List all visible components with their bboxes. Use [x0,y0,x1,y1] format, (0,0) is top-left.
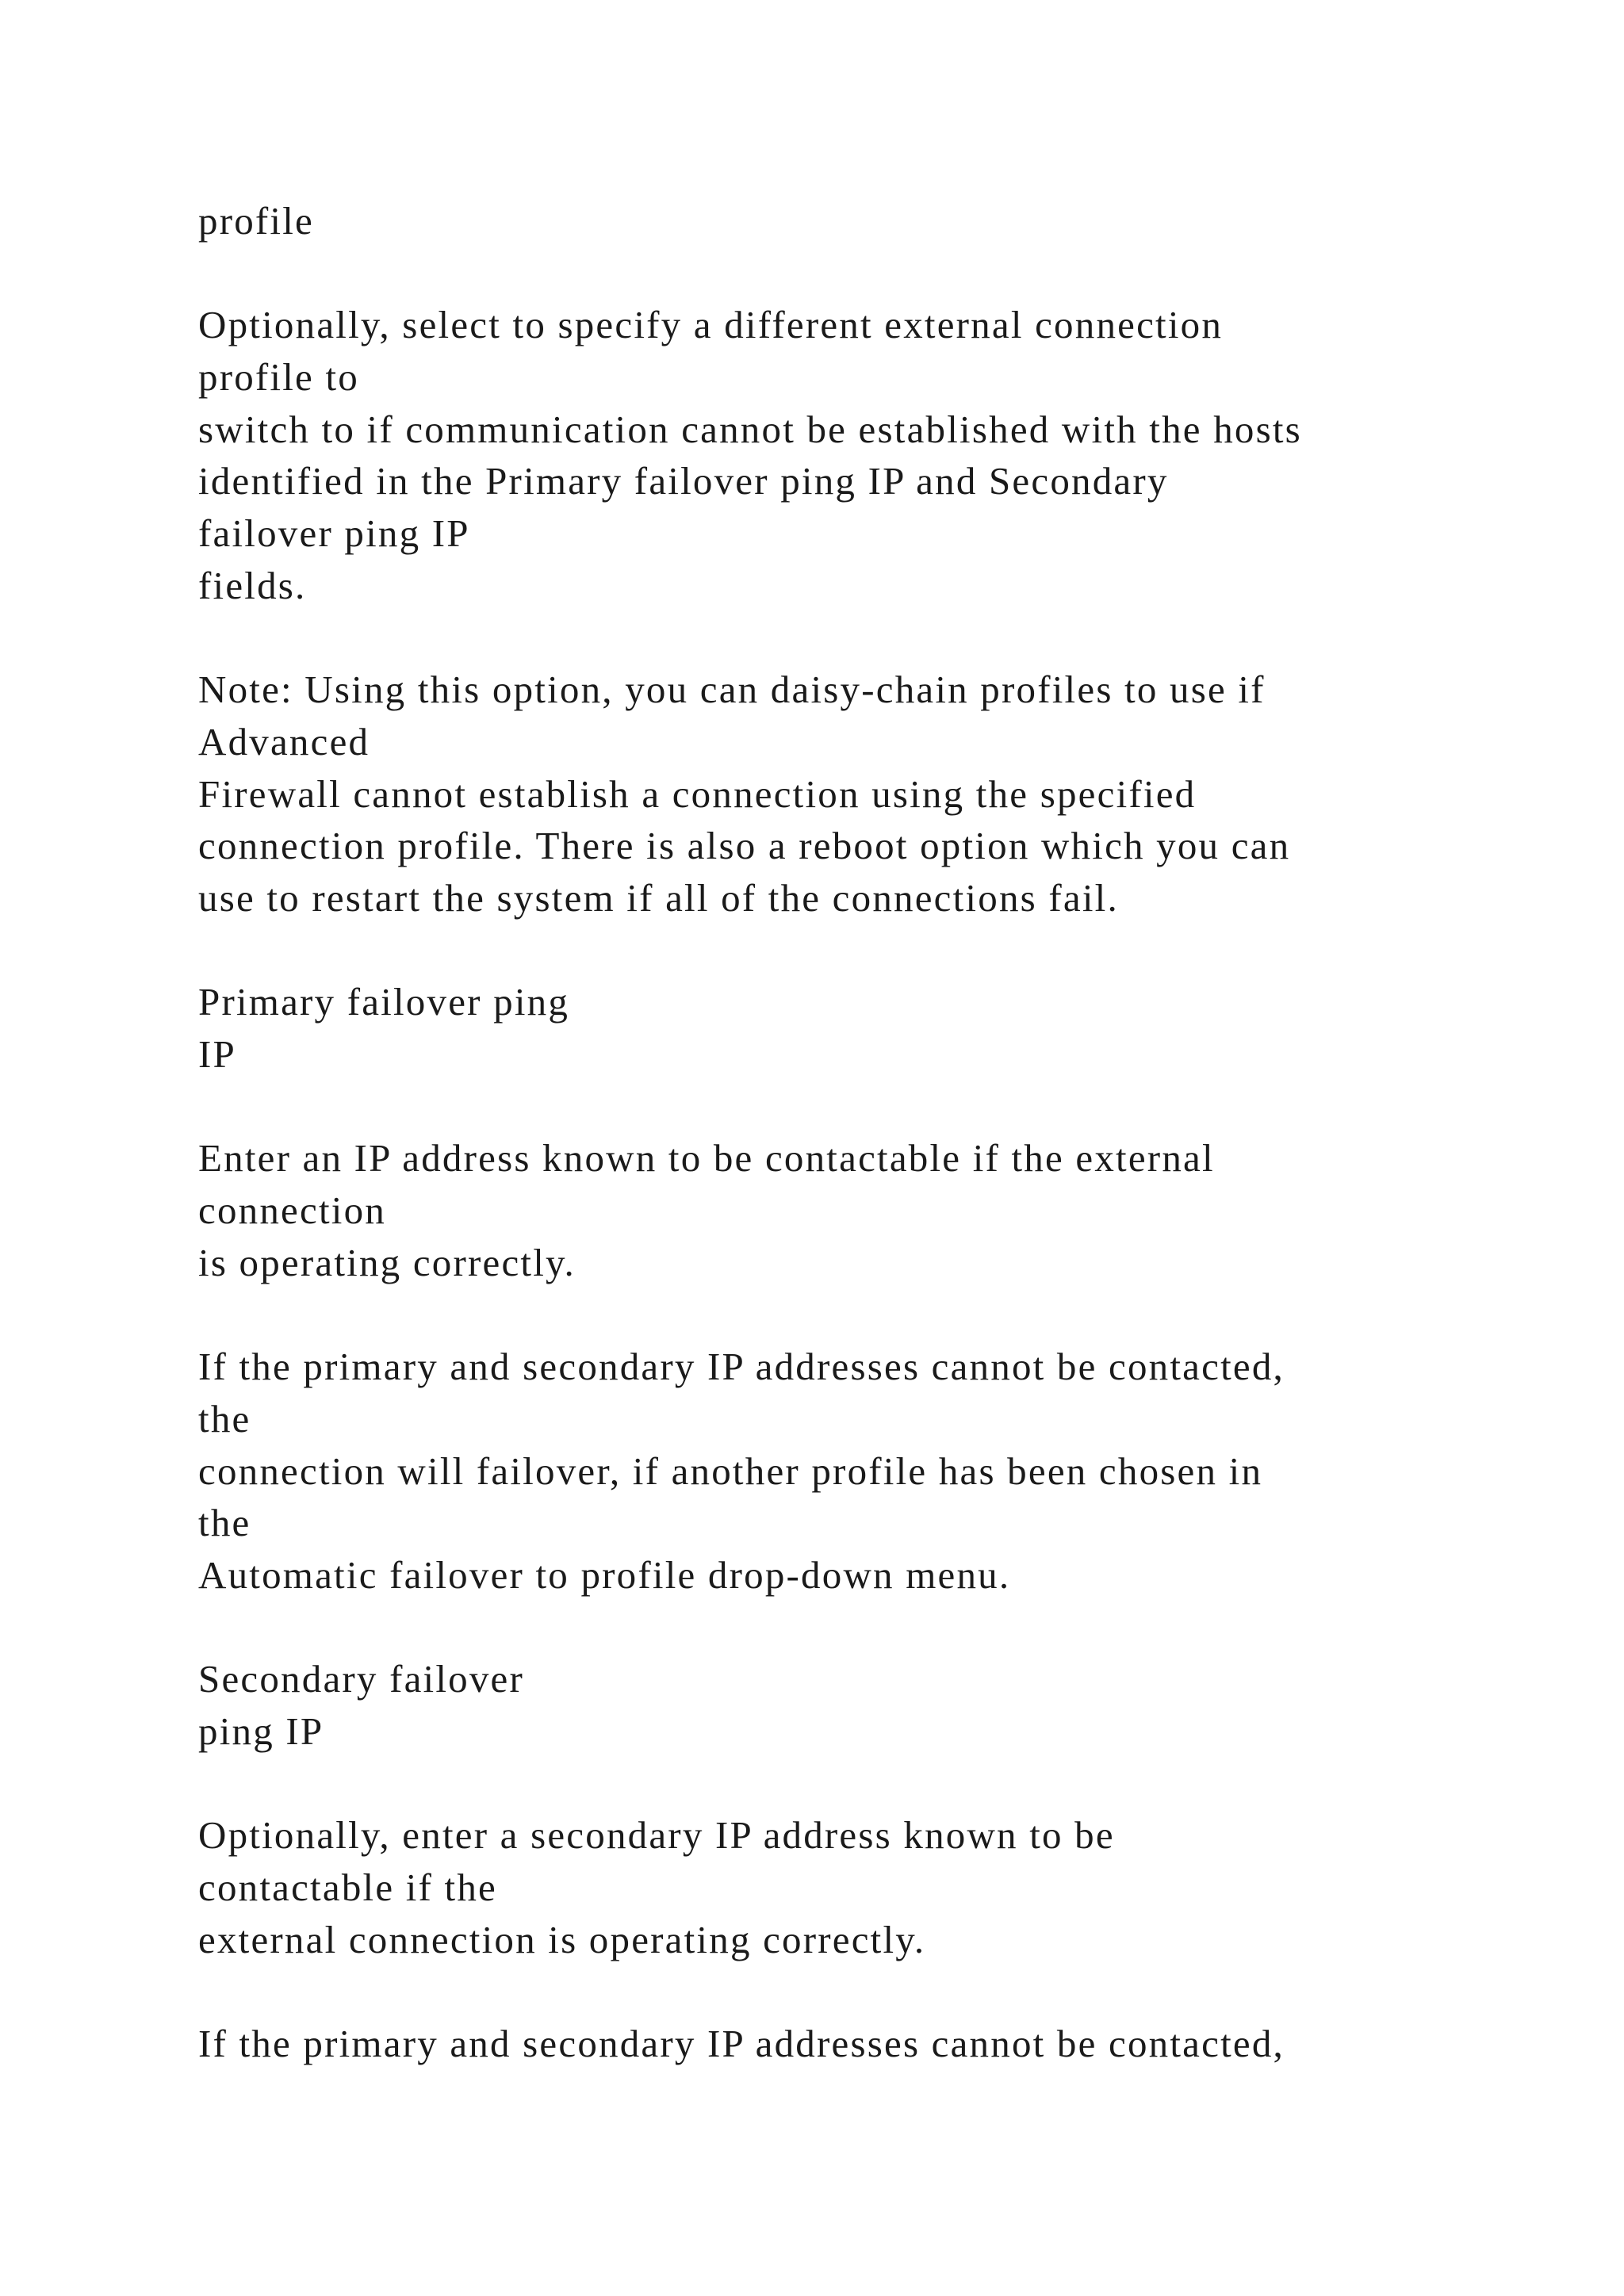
text-line: Optionally, select to specify a different external connection [198,303,1224,347]
text-line: Automatic failover to profile drop-down menu. [198,1552,1011,1597]
text-line: IP [198,1032,236,1076]
blank-line [198,247,1507,300]
text-line: If the primary and secondary IP addresses cannot be contacted, [198,1345,1285,1389]
blank-line [198,612,1507,664]
blank-line [198,1965,1507,2018]
text-line: failover ping IP [198,511,470,556]
text-line: profile [198,199,315,243]
document-text [198,195,1507,2070]
blank-line [198,1758,1507,1810]
blank-line [198,1601,1507,1654]
text-line: ping IP [198,1709,324,1753]
text-line: connection profile. There is also a reboot option which you can [198,824,1291,868]
text-line: Advanced [198,719,370,763]
text-line: Optionally, enter a secondary IP address known to be [198,1813,1115,1858]
text-line: profile to [198,355,359,400]
text-line: switch to if communication cannot be established with the hosts [198,407,1302,451]
text-line: connection [198,1188,386,1233]
text-line: external connection is operating correctly. [198,1917,926,1961]
text-line: the [198,1501,251,1545]
text-line: Note: Using this option, you can daisy-chain profiles to use if [198,668,1266,712]
text-line: identified in the Primary failover ping IP and Secondary [198,459,1169,503]
text-line: Enter an IP address known to be contactable if the external [198,1136,1215,1181]
text-line: use to restart the system if all of the connections fail. [198,875,1119,920]
text-line: is operating correctly. [198,1240,576,1284]
blank-line [198,1288,1507,1341]
text-line: Primary failover ping [198,980,570,1024]
blank-line [198,924,1507,977]
text-line: Firewall cannot establish a connection using the specified [198,771,1197,816]
text-line: contactable if the [198,1866,497,1909]
text-line: connection will failover, if another profile has been chosen in [198,1448,1263,1493]
text-line: If the primary and secondary IP addresses cannot be contacted, [198,2022,1285,2066]
text-line: Secondary failover [198,1657,525,1701]
text-line: the [198,1396,251,1441]
text-line: fields. [198,563,307,607]
blank-line [198,1081,1507,1133]
